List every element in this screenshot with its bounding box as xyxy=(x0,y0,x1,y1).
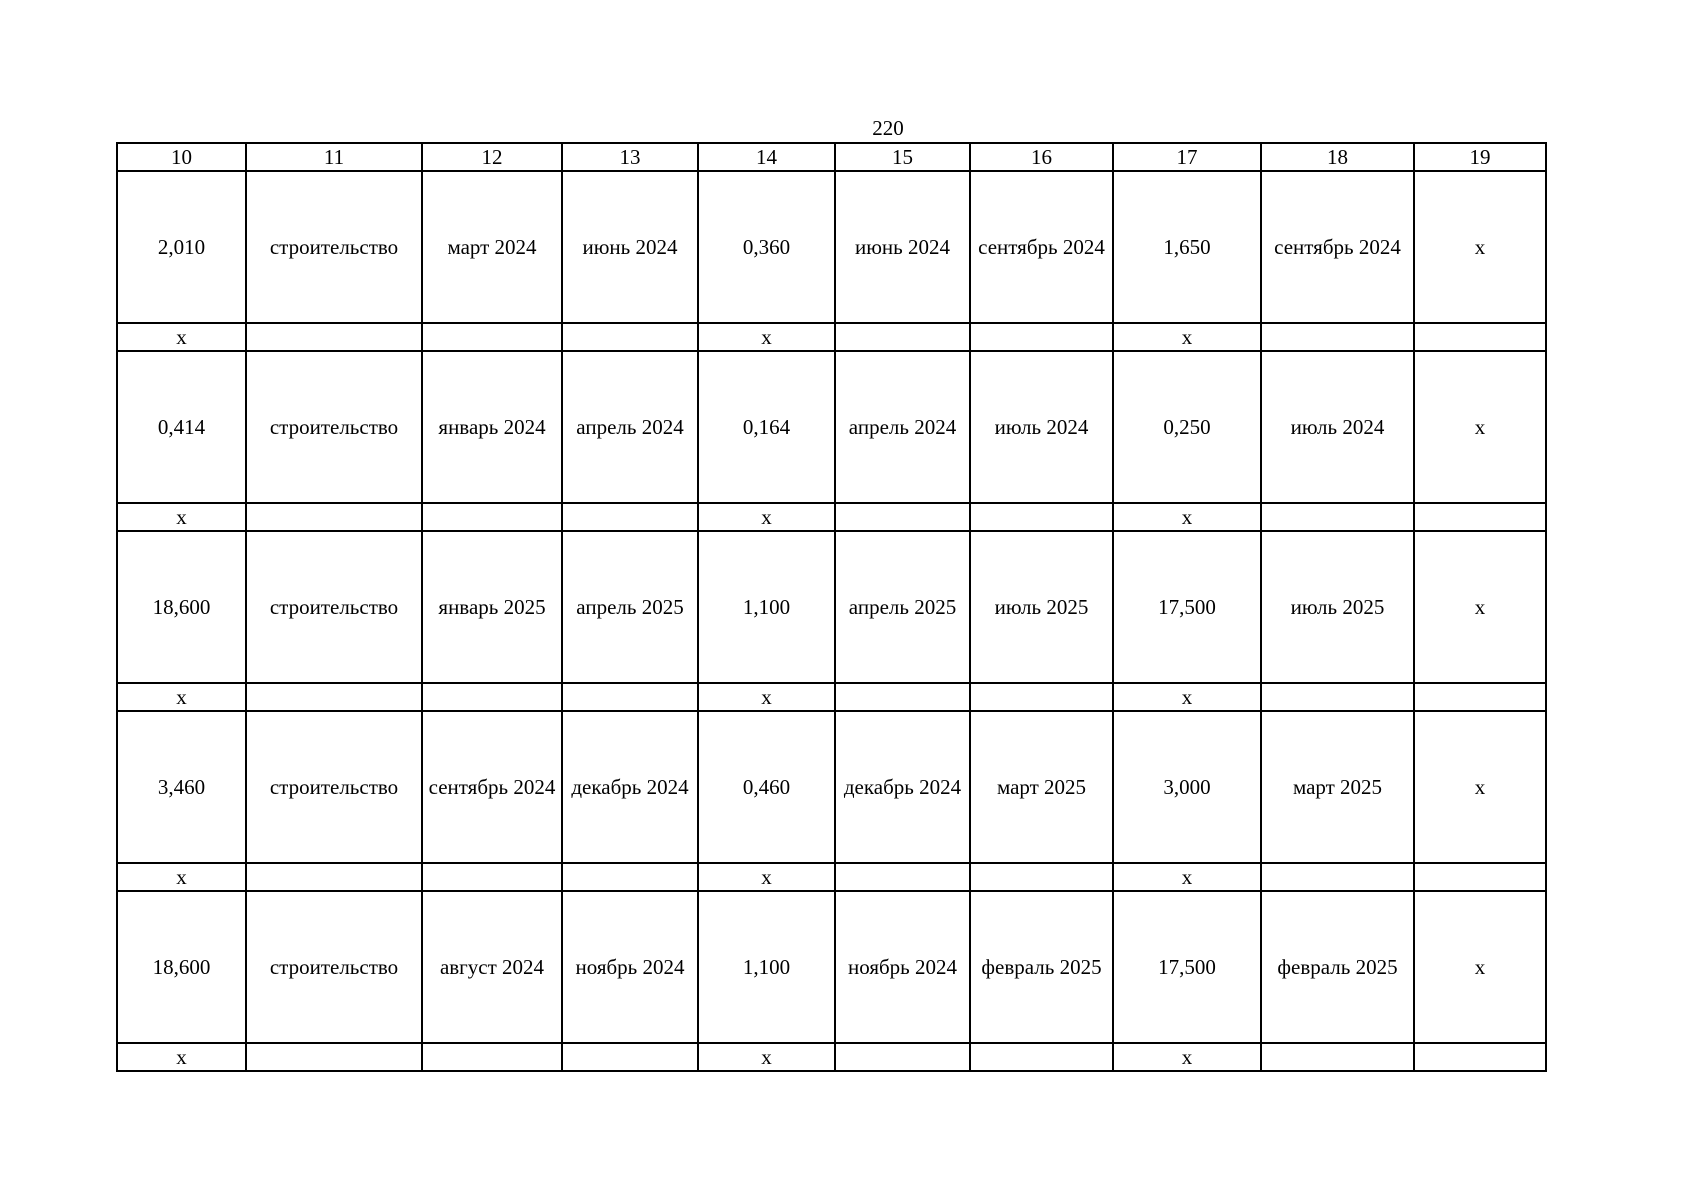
table-cell xyxy=(1414,503,1546,531)
column-header: 16 xyxy=(970,143,1113,171)
table-cell xyxy=(422,1043,562,1071)
table-cell xyxy=(562,683,698,711)
table-cell xyxy=(1261,863,1414,891)
table-cell xyxy=(970,323,1113,351)
table-cell xyxy=(1414,683,1546,711)
table-cell: х xyxy=(117,863,246,891)
table-subrow xyxy=(117,503,1546,531)
table-cell: 17,500 xyxy=(1113,531,1261,683)
table-cell: х xyxy=(1113,323,1261,351)
table-cell: х xyxy=(1113,503,1261,531)
table-cell: х xyxy=(1113,683,1261,711)
table-cell: декабрь 2024 xyxy=(562,711,698,863)
table-row xyxy=(117,711,1546,863)
table-cell xyxy=(970,503,1113,531)
table-cell: июнь 2024 xyxy=(562,171,698,323)
table-cell: январь 2024 xyxy=(422,351,562,503)
table-subrow xyxy=(117,683,1546,711)
table-cell xyxy=(970,683,1113,711)
column-header: 11 xyxy=(246,143,422,171)
table-cell xyxy=(422,683,562,711)
column-header: 18 xyxy=(1261,143,1414,171)
table-cell: х xyxy=(698,863,835,891)
table-cell xyxy=(246,1043,422,1071)
table-cell xyxy=(970,863,1113,891)
table-cell xyxy=(1261,683,1414,711)
table-cell xyxy=(246,683,422,711)
table-cell: апрель 2025 xyxy=(835,531,970,683)
table-cell: х xyxy=(1113,1043,1261,1071)
table-cell: июль 2025 xyxy=(970,531,1113,683)
table-cell: 18,600 xyxy=(117,891,246,1043)
column-header: 17 xyxy=(1113,143,1261,171)
table-cell: сентябрь 2024 xyxy=(970,171,1113,323)
table-cell: июль 2024 xyxy=(970,351,1113,503)
page-number: 220 xyxy=(872,116,904,140)
table-cell xyxy=(246,323,422,351)
table-cell: март 2025 xyxy=(970,711,1113,863)
table-cell: строительство xyxy=(246,171,422,323)
column-header: 15 xyxy=(835,143,970,171)
table-cell: июль 2025 xyxy=(1261,531,1414,683)
table-cell xyxy=(562,863,698,891)
table-cell: январь 2025 xyxy=(422,531,562,683)
table-cell: ноябрь 2024 xyxy=(562,891,698,1043)
table-cell: март 2024 xyxy=(422,171,562,323)
table-cell: х xyxy=(698,323,835,351)
table-cell: декабрь 2024 xyxy=(835,711,970,863)
table-subrow xyxy=(117,323,1546,351)
column-header: 13 xyxy=(562,143,698,171)
table-cell xyxy=(562,323,698,351)
table-row xyxy=(117,351,1546,503)
table-cell: 0,164 xyxy=(698,351,835,503)
table-cell: март 2025 xyxy=(1261,711,1414,863)
table-cell xyxy=(1261,323,1414,351)
table-cell: февраль 2025 xyxy=(1261,891,1414,1043)
table-cell: 2,010 xyxy=(117,171,246,323)
table-cell: х xyxy=(117,683,246,711)
table-subrow xyxy=(117,1043,1546,1071)
table-cell xyxy=(835,503,970,531)
table-cell: х xyxy=(1414,351,1546,503)
table-cell xyxy=(835,323,970,351)
table-cell xyxy=(422,503,562,531)
table-cell: 18,600 xyxy=(117,531,246,683)
table-cell xyxy=(835,683,970,711)
table-cell xyxy=(835,1043,970,1071)
table-cell: х xyxy=(1414,531,1546,683)
table-body xyxy=(117,143,1546,1071)
table-cell: 1,100 xyxy=(698,531,835,683)
data-table xyxy=(116,142,1547,1072)
table-cell xyxy=(1261,503,1414,531)
table-cell xyxy=(1414,1043,1546,1071)
table-cell xyxy=(970,1043,1113,1071)
table-cell: строительство xyxy=(246,891,422,1043)
table-cell: х xyxy=(117,503,246,531)
table-cell: ноябрь 2024 xyxy=(835,891,970,1043)
table-cell xyxy=(835,863,970,891)
table-cell: х xyxy=(1414,171,1546,323)
table-cell xyxy=(246,503,422,531)
column-header: 14 xyxy=(698,143,835,171)
table-cell xyxy=(1414,323,1546,351)
table-cell: 17,500 xyxy=(1113,891,1261,1043)
table-cell: строительство xyxy=(246,531,422,683)
table-cell: х xyxy=(1414,891,1546,1043)
table-row xyxy=(117,531,1546,683)
table-cell: 0,460 xyxy=(698,711,835,863)
table-cell: х xyxy=(698,1043,835,1071)
table-cell: апрель 2024 xyxy=(562,351,698,503)
table-cell: строительство xyxy=(246,351,422,503)
table-cell: 1,100 xyxy=(698,891,835,1043)
column-header: 12 xyxy=(422,143,562,171)
table-cell xyxy=(562,503,698,531)
table-cell: х xyxy=(117,1043,246,1071)
table-cell: апрель 2024 xyxy=(835,351,970,503)
table-subrow xyxy=(117,863,1546,891)
table-cell: февраль 2025 xyxy=(970,891,1113,1043)
table-cell: строительство xyxy=(246,711,422,863)
table-cell: х xyxy=(117,323,246,351)
table-cell: 3,460 xyxy=(117,711,246,863)
table-row xyxy=(117,171,1546,323)
table-cell: х xyxy=(698,683,835,711)
table-cell xyxy=(562,1043,698,1071)
table-cell: август 2024 xyxy=(422,891,562,1043)
table-cell: сентябрь 2024 xyxy=(422,711,562,863)
table-cell: 3,000 xyxy=(1113,711,1261,863)
table-cell: х xyxy=(1113,863,1261,891)
table-cell: х xyxy=(698,503,835,531)
table-cell xyxy=(1414,863,1546,891)
table-cell xyxy=(422,863,562,891)
table-cell xyxy=(422,323,562,351)
table-cell xyxy=(1261,1043,1414,1071)
table-cell: 0,250 xyxy=(1113,351,1261,503)
header-row xyxy=(117,143,1546,171)
table-cell: сентябрь 2024 xyxy=(1261,171,1414,323)
column-header: 10 xyxy=(117,143,246,171)
table-cell: июнь 2024 xyxy=(835,171,970,323)
table-cell: 1,650 xyxy=(1113,171,1261,323)
table-cell xyxy=(246,863,422,891)
column-header: 19 xyxy=(1414,143,1546,171)
table-cell: 0,414 xyxy=(117,351,246,503)
table-cell: х xyxy=(1414,711,1546,863)
table-row xyxy=(117,891,1546,1043)
table-cell: июль 2024 xyxy=(1261,351,1414,503)
table-cell: апрель 2025 xyxy=(562,531,698,683)
table-cell: 0,360 xyxy=(698,171,835,323)
